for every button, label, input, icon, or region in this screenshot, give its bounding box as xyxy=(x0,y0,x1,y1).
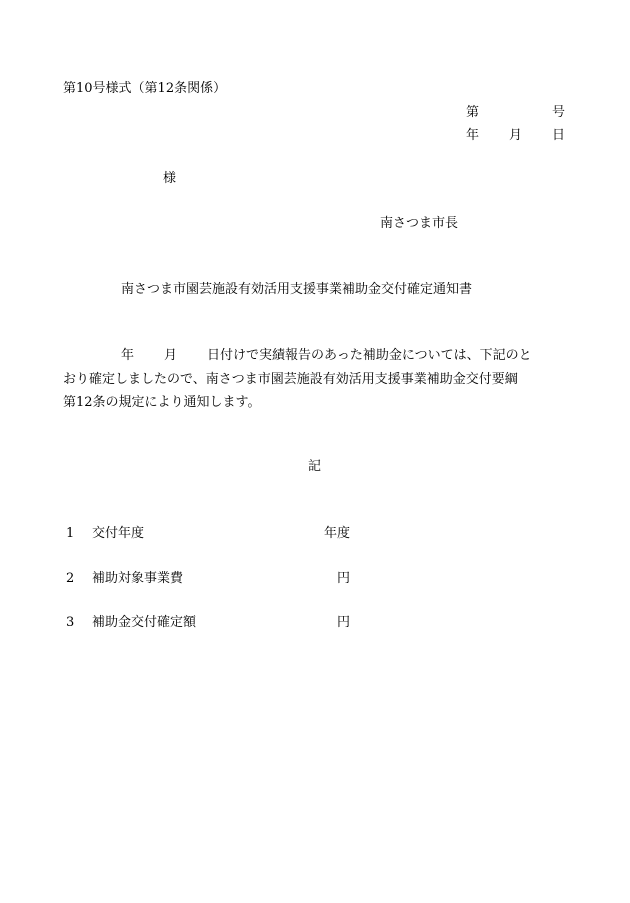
body-line-2: おり確定しましたので、南さつま市園芸施設有効活用支援事業補助金交付要綱 xyxy=(63,372,518,387)
addressee-honorific: 様 xyxy=(163,171,177,186)
number-suffix: 号 xyxy=(552,105,566,120)
ki-heading: 記 xyxy=(308,459,322,474)
body-year-label: 年 xyxy=(121,348,135,363)
item-label: 補助金交付確定額 xyxy=(92,615,197,630)
item-unit: 年度 xyxy=(323,526,350,541)
date-day-label: 日 xyxy=(552,128,566,143)
list-item xyxy=(0,616,630,632)
item-unit: 円 xyxy=(336,615,350,630)
item-number: 3 xyxy=(66,615,75,630)
body-month-label: 月 xyxy=(164,348,178,363)
form-label: 第10号様式（第12条関係） xyxy=(63,81,227,96)
sender-name: 南さつま市長 xyxy=(380,216,459,231)
date-month-label: 月 xyxy=(509,128,523,143)
body-line-1-text: 日付けで実績報告のあった補助金については、下記のと xyxy=(207,348,532,363)
item-label: 補助対象事業費 xyxy=(92,571,184,586)
number-prefix: 第 xyxy=(466,105,480,120)
list-item xyxy=(0,572,630,588)
body-line-3: 第12条の規定により通知します。 xyxy=(63,395,261,410)
document-title: 南さつま市園芸施設有効活用支援事業補助金交付確定通知書 xyxy=(121,282,473,297)
list-item xyxy=(0,527,630,543)
date-year-label: 年 xyxy=(466,128,480,143)
item-number: 2 xyxy=(66,571,75,586)
item-label: 交付年度 xyxy=(92,526,145,541)
item-unit: 円 xyxy=(336,571,350,586)
item-number: 1 xyxy=(66,526,75,541)
